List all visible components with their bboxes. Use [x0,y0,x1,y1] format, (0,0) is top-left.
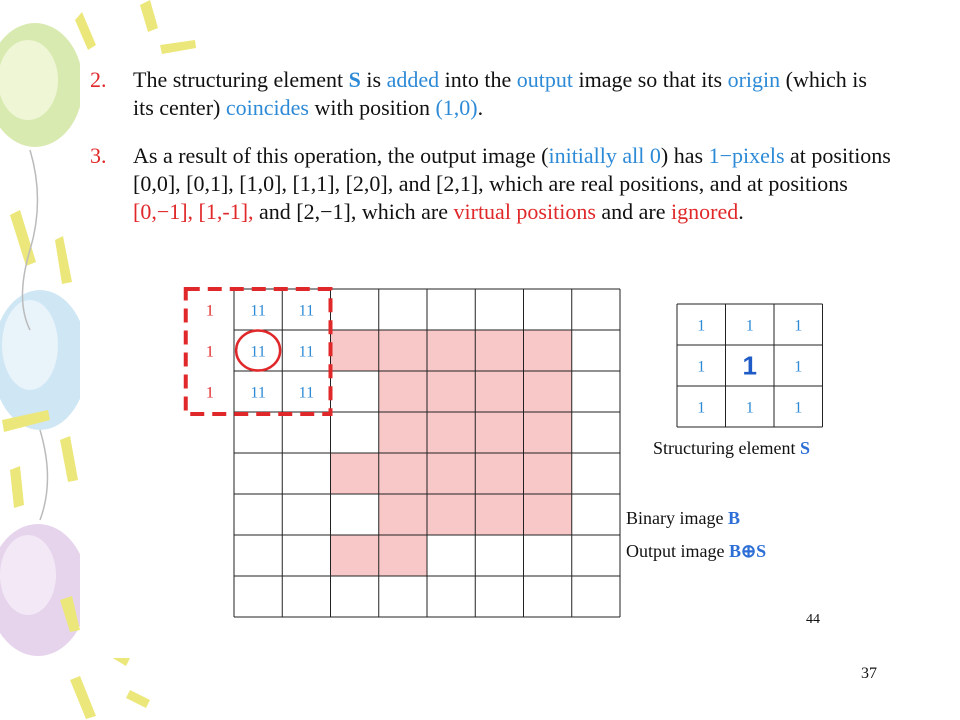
step-text-run: virtual positions [453,199,596,224]
step-text-run: at positions [0,0], [0,1], [1,0], [1,1], [2,0], and [2,1], which are real positions, and at positions [133,143,891,196]
step-text-run: (which is its center) [133,67,867,120]
legend-binary-symbol: B [727,508,740,528]
grid-cell-value: 11 [250,343,266,361]
se-origin-value: 1 [742,350,757,381]
grid-cell-value: 11 [298,343,315,361]
output-pixel-cell [427,371,475,412]
output-pixel-cell [524,453,572,494]
step-text-run: with position [308,95,436,120]
output-pixel-cell [524,330,572,371]
step-text-run: As a result of this operation, the output image ( [133,143,549,168]
step-number: 3. [90,143,107,168]
grid-cell-value: 11 [298,384,315,402]
se-cell-value: 1 [745,317,754,335]
grid-cell-value: 11 [298,302,315,320]
output-pixel-cell [331,453,379,494]
se-cell-value: 1 [697,317,706,335]
se-cell-value: 1 [745,399,754,417]
step-text-run: image so that its [572,67,728,92]
step-number: 2. [90,67,107,92]
step-text-run: 1−pixels [708,143,785,168]
step-text-run: ) has [660,143,709,168]
legend-binary-image [626,508,740,529]
output-pixel-cell [475,412,523,453]
step-text-run: coincides [225,95,309,120]
virtual-position-value: 1 [205,302,214,320]
step-text-run: output [516,67,573,92]
output-pixel-cell [379,453,427,494]
virtual-position-value: 1 [205,343,214,361]
grid-cell-value: 11 [250,302,266,320]
se-cell-value: 1 [697,358,706,376]
step-text-run: and are [595,199,672,224]
legend-binary-prefix: Binary image [626,508,728,528]
step-text-run: The structuring element [133,67,349,92]
step-text-run: is [360,67,387,92]
output-pixel-cell [427,330,475,371]
step-text-run: initially all 0 [548,143,661,168]
output-pixel-cell [379,412,427,453]
output-pixel-cell [379,330,427,371]
step-text-run: added [386,67,440,92]
output-pixel-cell [379,371,427,412]
output-pixel-cell [331,330,379,371]
output-pixel-cell [475,453,523,494]
step-text-run: origin [727,67,781,92]
output-pixel-cell [524,371,572,412]
output-pixel-cell [475,330,523,371]
output-pixel-cell [524,412,572,453]
output-pixel-cell [475,494,523,535]
legend-output-symbol: B⊕S [728,541,767,561]
step-text-run: . [738,199,744,224]
output-pixel-cell [427,412,475,453]
step-text-run: [0,−1], [1,-1], [133,199,254,224]
structuring-element-caption [653,438,810,459]
caption-prefix: Structuring element [653,438,800,458]
se-cell-value: 1 [697,399,706,417]
legend-output-prefix: Output image [626,541,729,561]
output-pixel-cell [524,494,572,535]
step-text-run: S [348,67,361,92]
grid-cell-value: 11 [250,384,266,402]
output-pixel-cell [379,494,427,535]
output-pixel-cell [427,494,475,535]
step-text-run: ignored [671,199,739,224]
se-cell-value: 1 [794,399,803,417]
page-number: 37 [861,665,877,682]
step-text-run: into the [439,67,517,92]
legend-output-image [626,541,766,562]
output-pixel-cell [475,371,523,412]
output-pixel-cell [427,453,475,494]
caption-symbol: S [799,438,810,458]
step-text-run: . [477,95,484,120]
output-pixel-cell [379,535,427,576]
virtual-position-value: 1 [205,384,214,402]
step-text-run: and [2,−1], which are [253,199,454,224]
figure-number: 44 [806,612,820,627]
se-cell-value: 1 [794,317,803,335]
step-text-run: (1,0) [435,95,478,120]
se-cell-value: 1 [794,358,803,376]
output-pixel-cell [331,535,379,576]
